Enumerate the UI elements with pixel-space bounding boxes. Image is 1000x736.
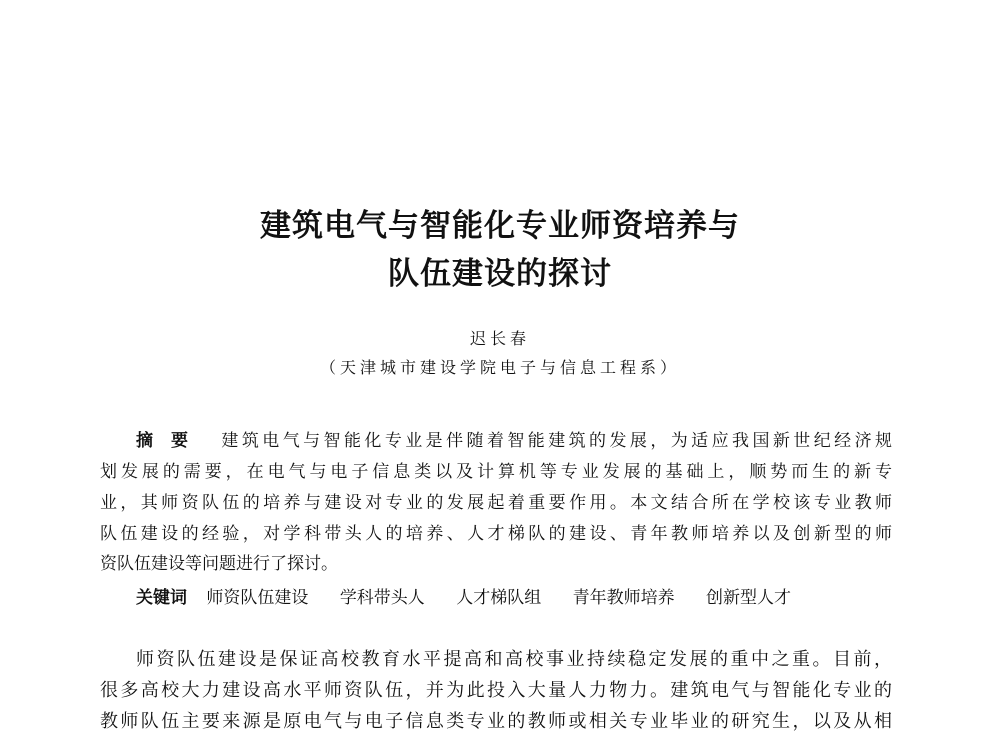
abstract-line: 业，其师资队伍的培养与建设对专业的发展起着重要作用。本文结合所在学校该专业教师 xyxy=(100,493,892,513)
paper-title-line-2: 队伍建设的探讨 xyxy=(388,256,612,292)
keywords xyxy=(136,585,817,611)
author-name: 迟长春 xyxy=(469,329,530,348)
abstract-line: 划发展的需要，在电气与电子信息类以及计算机等专业发展的基础上，顺势而生的新专 xyxy=(100,462,892,482)
keyword: 创新型人才 xyxy=(706,588,792,608)
keyword: 人才梯队组 xyxy=(456,588,542,608)
abstract-line: 资队伍建设等问题进行了探讨。 xyxy=(100,554,338,574)
abstract-text: 建筑电气与智能化专业是伴随着智能建筑的发展，为适应我国新世纪经济规 xyxy=(218,431,892,451)
body-paragraph-line: 教师队伍主要来源是原电气与电子信息类专业的教师或相关专业毕业的研究生，以及从相 xyxy=(100,711,892,732)
body-paragraph-line xyxy=(100,646,892,674)
keyword: 学科带头人 xyxy=(339,588,425,608)
abstract-line xyxy=(100,428,892,454)
abstract-label: 摘要 xyxy=(136,431,206,451)
paper-title-line-1: 建筑电气与智能化专业师资培养与 xyxy=(260,208,740,244)
author-affiliation: （天津城市建设学院电子与信息工程系） xyxy=(319,358,680,377)
abstract-line: 队伍建设的经验，对学科带头人的培养、人才梯队的建设、青年教师培养以及创新型的师 xyxy=(100,524,892,544)
keyword: 青年教师培养 xyxy=(572,588,675,608)
body-paragraph-line: 很多高校大力建设高水平师资队伍，并为此投入大量人力物力。建筑电气与智能化专业的 xyxy=(100,680,892,701)
keywords-label: 关键词 xyxy=(136,588,187,608)
body-text: 师资队伍建设是保证高校教育水平提高和高校事业持续稳定发展的重中之重。目前， xyxy=(136,649,892,670)
keyword: 师资队伍建设 xyxy=(206,588,309,608)
